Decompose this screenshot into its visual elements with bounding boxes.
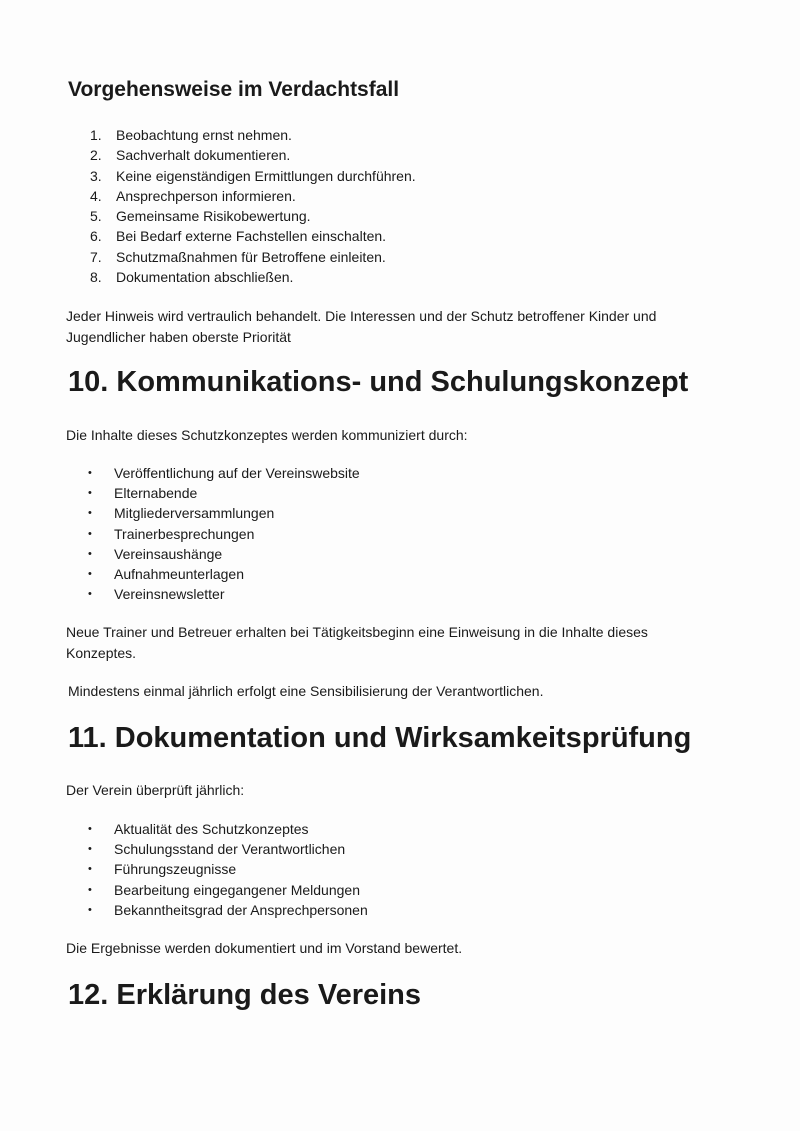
section-11-heading: 11. Dokumentation und Wirksamkeitsprüfung bbox=[68, 722, 692, 754]
list-item: • Vereinsnewsletter bbox=[88, 586, 225, 603]
procedure-heading: Vorgehensweise im Verdachtsfall bbox=[68, 78, 400, 101]
list-item: • Führungszeugnisse bbox=[88, 861, 237, 878]
communication-channels-list bbox=[88, 463, 360, 604]
list-item: • Schulungsstand der Verantwortlichen bbox=[88, 841, 346, 858]
annual-review-list bbox=[88, 819, 368, 920]
list-item: 2. Sachverhalt dokumentieren. bbox=[90, 147, 291, 164]
list-item: • Bekanntheitsgrad der Ansprechpersonen bbox=[88, 901, 368, 918]
annual-sensitization-paragraph: Mindestens einmal jährlich erfolgt eine Sensibilisierung der Verantwortlichen. bbox=[68, 683, 544, 699]
confidentiality-note: Jeder Hinweis wird vertraulich behandelt. Die Interessen und der Schutz betroffener Kinder und Jugendlicher haben oberste Priorität bbox=[66, 308, 657, 345]
list-item: • Veröffentlichung auf der Vereinswebsite bbox=[88, 465, 360, 481]
results-paragraph: Die Ergebnisse werden dokumentiert und im Vorstand bewertet. bbox=[66, 940, 463, 956]
section-12-heading: 12. Erklärung des Vereins bbox=[68, 979, 422, 1011]
list-item: 5. Gemeinsame Risikobewertung. bbox=[90, 208, 311, 225]
list-item: 8. Dokumentation abschließen. bbox=[90, 269, 294, 286]
procedure-steps-list bbox=[90, 125, 416, 287]
list-item: • Mitgliederversammlungen bbox=[88, 505, 275, 522]
list-item: • Aufnahmeunterlagen bbox=[88, 565, 244, 582]
list-item: 3. Keine eigenständigen Ermittlungen durchführen. bbox=[90, 167, 416, 184]
list-item: • Elternabende bbox=[88, 485, 198, 502]
list-item: 6. Bei Bedarf externe Fachstellen einschalten. bbox=[90, 228, 387, 245]
section-10-intro: Die Inhalte dieses Schutzkonzeptes werden kommuniziert durch: bbox=[66, 427, 468, 443]
list-item: 4. Ansprechperson informieren. bbox=[90, 187, 296, 204]
section-11-intro: Der Verein überprüft jährlich: bbox=[66, 782, 245, 798]
section-10-heading: 10. Kommunikations- und Schulungskonzept bbox=[68, 366, 689, 398]
list-item: • Bearbeitung eingegangener Meldungen bbox=[88, 881, 360, 898]
list-item: • Trainerbesprechungen bbox=[88, 525, 255, 542]
list-item: • Aktualität des Schutzkonzeptes bbox=[88, 821, 309, 837]
list-item: 1. Beobachtung ernst nehmen. bbox=[90, 127, 292, 143]
trainer-onboarding-paragraph: Neue Trainer und Betreuer erhalten bei Tätigkeitsbeginn eine Einweisung in die Inhalte dieses Konzeptes. bbox=[66, 624, 648, 661]
list-item: 7. Schutzmaßnahmen für Betroffene einleiten. bbox=[90, 248, 386, 265]
list-item: • Vereinsaushänge bbox=[88, 545, 223, 562]
